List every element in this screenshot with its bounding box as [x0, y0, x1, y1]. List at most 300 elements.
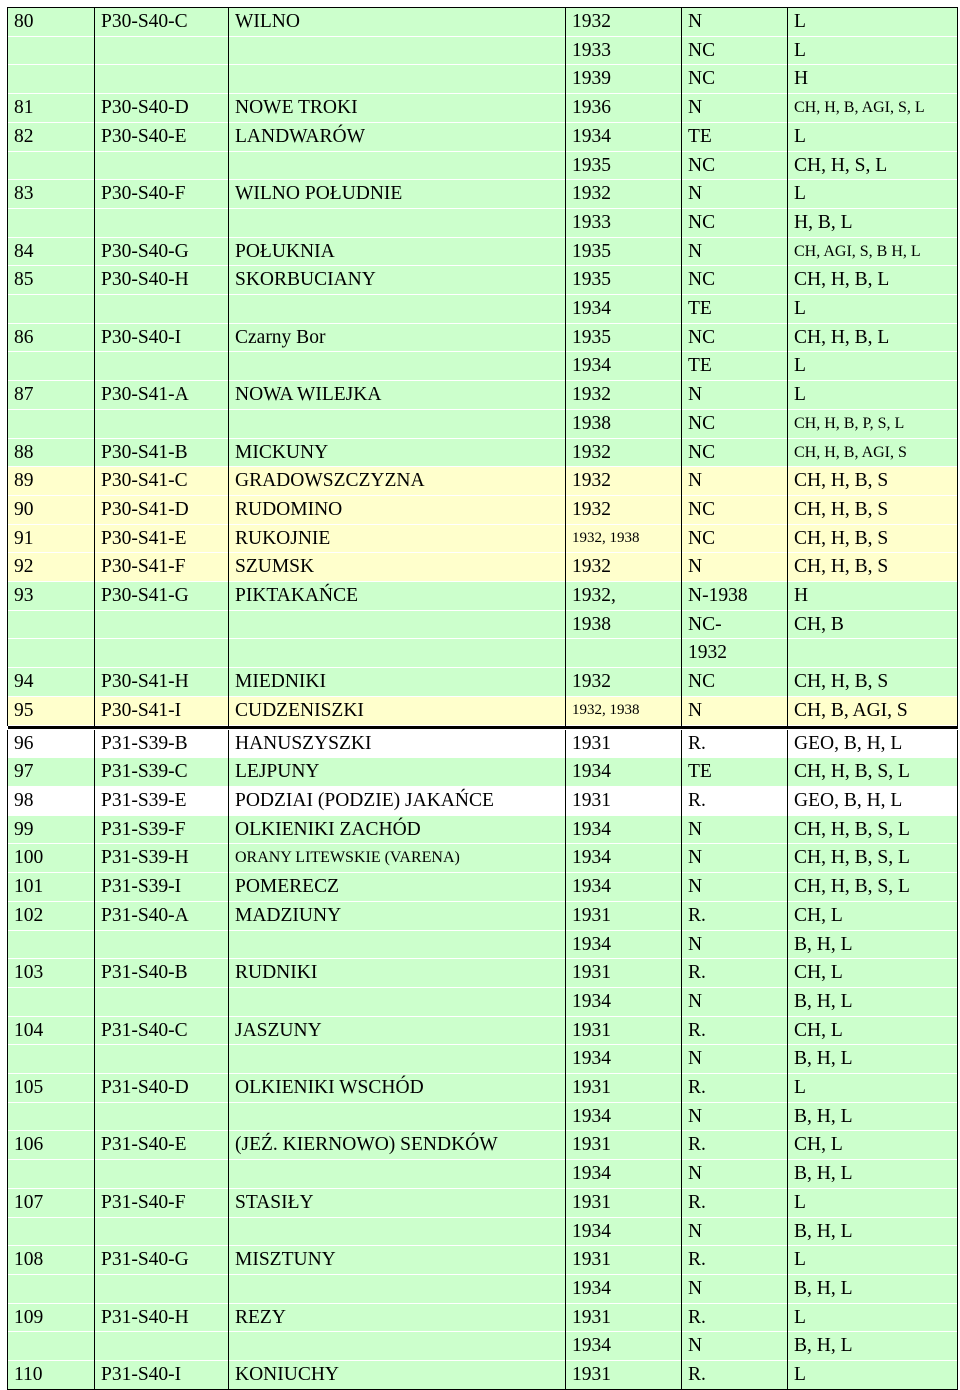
sheet-year: 1931	[566, 1303, 682, 1332]
table-row	[8, 65, 958, 94]
sheet-number: 86	[8, 323, 95, 352]
sheet-code: P30-S41-I	[95, 696, 229, 725]
sheet-name: MISZTUNY	[229, 1246, 566, 1275]
sheet-code: P30-S41-C	[95, 467, 229, 496]
table-row	[8, 610, 958, 639]
edition-type: N	[682, 815, 788, 844]
sheet-number: 102	[8, 901, 95, 930]
sources: L	[788, 180, 958, 209]
sources: CH, H, B, S	[788, 467, 958, 496]
table-row	[8, 1074, 958, 1103]
sheet-number	[8, 352, 95, 381]
table-row	[8, 1045, 958, 1074]
edition-type: N	[682, 553, 788, 582]
sheet-year: 1934	[566, 1274, 682, 1303]
edition-type: TE	[682, 352, 788, 381]
table-row	[8, 36, 958, 65]
table-row	[8, 438, 958, 467]
sheet-year: 1931	[566, 1246, 682, 1275]
table-row	[8, 352, 958, 381]
edition-type: NC	[682, 36, 788, 65]
sheet-number	[8, 610, 95, 639]
sheet-name: MICKUNY	[229, 438, 566, 467]
sheet-number	[8, 1274, 95, 1303]
edition-type: N-1938	[682, 582, 788, 611]
sheet-code	[95, 1045, 229, 1074]
table-row	[8, 1217, 958, 1246]
sheet-name: LEJPUNY	[229, 758, 566, 787]
sheet-name: KONIUCHY	[229, 1361, 566, 1390]
sources: CH, H, S, L	[788, 151, 958, 180]
edition-type: R.	[682, 1016, 788, 1045]
sheet-name: WILNO	[229, 8, 566, 37]
table-row	[8, 524, 958, 553]
sheet-year: 1932	[566, 180, 682, 209]
sheet-code	[95, 1332, 229, 1361]
sheet-code	[95, 639, 229, 668]
sheet-code	[95, 1274, 229, 1303]
table-row	[8, 208, 958, 237]
sheet-code: P30-S41-E	[95, 524, 229, 553]
sheet-code	[95, 65, 229, 94]
sheet-year: 1938	[566, 610, 682, 639]
sources: CH, H, B, S, L	[788, 844, 958, 873]
edition-type: 1932	[682, 639, 788, 668]
table-row	[8, 467, 958, 496]
sheet-year: 1932	[566, 495, 682, 524]
sheet-number: 88	[8, 438, 95, 467]
table-row	[8, 1332, 958, 1361]
sheet-number: 89	[8, 467, 95, 496]
sheet-code: P31-S40-B	[95, 959, 229, 988]
sheet-number: 107	[8, 1188, 95, 1217]
edition-type: NC	[682, 438, 788, 467]
edition-type: N	[682, 1102, 788, 1131]
sources: L	[788, 295, 958, 324]
sheet-year: 1938	[566, 409, 682, 438]
sheet-year: 1931	[566, 1074, 682, 1103]
sheet-number: 92	[8, 553, 95, 582]
sources: CH, B, AGI, S	[788, 696, 958, 725]
edition-type: R.	[682, 1361, 788, 1390]
table-row	[8, 151, 958, 180]
table-row	[8, 1016, 958, 1045]
sheet-name: PODZIAI (PODZIE) JAKAŃCE	[229, 786, 566, 815]
sheet-name: HANUSZYSZKI	[229, 729, 566, 758]
sheet-code: P30-S40-G	[95, 237, 229, 266]
sources: CH, H, B, AGI, S	[788, 438, 958, 467]
edition-type: R.	[682, 1246, 788, 1275]
sources: CH, B	[788, 610, 958, 639]
sources: CH, H, B, S, L	[788, 815, 958, 844]
sources: CH, AGI, S, B H, L	[788, 237, 958, 266]
sheet-code	[95, 1102, 229, 1131]
table-row	[8, 180, 958, 209]
sheet-year: 1932	[566, 438, 682, 467]
table-row	[8, 582, 958, 611]
sheet-year: 1931	[566, 1131, 682, 1160]
sheet-code: P31-S40-D	[95, 1074, 229, 1103]
sheet-year: 1934	[566, 758, 682, 787]
table-row	[8, 873, 958, 902]
sources: CH, H, B, L	[788, 266, 958, 295]
sheet-number: 100	[8, 844, 95, 873]
sheet-name: (JEŹ. KIERNOWO) SENDKÓW	[229, 1131, 566, 1160]
sheet-name	[229, 987, 566, 1016]
sheet-year: 1932, 1938	[566, 524, 682, 553]
sources: GEO, B, H, L	[788, 786, 958, 815]
edition-type: N	[682, 381, 788, 410]
edition-type: R.	[682, 1303, 788, 1332]
sheet-number	[8, 1160, 95, 1189]
table-row	[8, 1102, 958, 1131]
sheet-year: 1939	[566, 65, 682, 94]
sheet-year: 1932	[566, 553, 682, 582]
sheet-name	[229, 36, 566, 65]
table-row	[8, 696, 958, 725]
sheet-year: 1934	[566, 295, 682, 324]
edition-type: TE	[682, 295, 788, 324]
edition-type: N	[682, 467, 788, 496]
sheet-number: 93	[8, 582, 95, 611]
sources: B, H, L	[788, 930, 958, 959]
sheet-name: REZY	[229, 1303, 566, 1332]
sheet-code: P31-S39-H	[95, 844, 229, 873]
sheet-code: P30-S41-G	[95, 582, 229, 611]
sheet-name: RUDNIKI	[229, 959, 566, 988]
sheet-year: 1934	[566, 873, 682, 902]
sheet-code: P30-S41-A	[95, 381, 229, 410]
table-row	[8, 786, 958, 815]
sheet-code: P30-S40-D	[95, 94, 229, 123]
table-row	[8, 122, 958, 151]
sources: L	[788, 381, 958, 410]
sheet-code	[95, 295, 229, 324]
table-row	[8, 959, 958, 988]
table-row	[8, 1160, 958, 1189]
sheet-year: 1932, 1938	[566, 696, 682, 725]
sheet-number: 82	[8, 122, 95, 151]
edition-type: NC	[682, 495, 788, 524]
sheet-code: P31-S40-H	[95, 1303, 229, 1332]
sources: L	[788, 1361, 958, 1390]
edition-type: N	[682, 844, 788, 873]
sheet-year: 1935	[566, 266, 682, 295]
table-row	[8, 495, 958, 524]
sheet-code: P30-S40-I	[95, 323, 229, 352]
sheet-number: 83	[8, 180, 95, 209]
sources: GEO, B, H, L	[788, 729, 958, 758]
sheet-year: 1935	[566, 323, 682, 352]
sheet-year: 1934	[566, 1217, 682, 1246]
sheet-name: JASZUNY	[229, 1016, 566, 1045]
sheet-name: CUDZENISZKI	[229, 696, 566, 725]
sources: H, B, L	[788, 208, 958, 237]
sheet-year: 1933	[566, 208, 682, 237]
sources: CH, H, B, S, L	[788, 873, 958, 902]
sheet-year: 1934	[566, 1102, 682, 1131]
edition-type: N	[682, 1160, 788, 1189]
sheet-number: 94	[8, 668, 95, 697]
table-row	[8, 553, 958, 582]
sheet-name: MADZIUNY	[229, 901, 566, 930]
edition-type: NC	[682, 208, 788, 237]
edition-type: R.	[682, 959, 788, 988]
edition-type: R.	[682, 1131, 788, 1160]
sheet-number	[8, 1045, 95, 1074]
sheet-year: 1936	[566, 94, 682, 123]
edition-type: N	[682, 1045, 788, 1074]
sources: CH, H, B, P, S, L	[788, 409, 958, 438]
sheet-number: 96	[8, 729, 95, 758]
table-row	[8, 295, 958, 324]
sheet-number	[8, 930, 95, 959]
table-row	[8, 1246, 958, 1275]
sheet-year: 1932	[566, 8, 682, 37]
sheet-year: 1935	[566, 151, 682, 180]
sources	[788, 639, 958, 668]
sheet-year: 1934	[566, 815, 682, 844]
sheet-number	[8, 409, 95, 438]
edition-type: N	[682, 930, 788, 959]
sheet-name	[229, 1160, 566, 1189]
sources: H	[788, 65, 958, 94]
table-row	[8, 1188, 958, 1217]
table-row	[8, 844, 958, 873]
sources: CH, H, B, AGI, S, L	[788, 94, 958, 123]
sources: L	[788, 1188, 958, 1217]
sheet-year: 1934	[566, 930, 682, 959]
table-row	[8, 1131, 958, 1160]
edition-type: N	[682, 1217, 788, 1246]
sheet-year: 1934	[566, 1332, 682, 1361]
edition-type: NC	[682, 524, 788, 553]
sheet-code: P30-S40-C	[95, 8, 229, 37]
sheet-year: 1931	[566, 786, 682, 815]
sheet-code	[95, 352, 229, 381]
sheet-name: WILNO POŁUDNIE	[229, 180, 566, 209]
edition-type: R.	[682, 1074, 788, 1103]
sources: B, H, L	[788, 987, 958, 1016]
sheet-name	[229, 639, 566, 668]
sources: B, H, L	[788, 1160, 958, 1189]
table-row	[8, 1361, 958, 1390]
sources: L	[788, 8, 958, 37]
sheet-name: NOWA WILEJKA	[229, 381, 566, 410]
table-row	[8, 815, 958, 844]
sheet-number: 95	[8, 696, 95, 725]
sources: CH, H, B, S	[788, 553, 958, 582]
sheet-year: 1934	[566, 122, 682, 151]
table-row	[8, 323, 958, 352]
sources: CH, H, B, S	[788, 524, 958, 553]
edition-type: NC-	[682, 610, 788, 639]
sheet-code: P30-S41-F	[95, 553, 229, 582]
sheet-code: P30-S40-F	[95, 180, 229, 209]
sheet-code: P31-S39-B	[95, 729, 229, 758]
sources: CH, H, B, S	[788, 495, 958, 524]
sources: CH, L	[788, 1131, 958, 1160]
sheet-year: 1931	[566, 1016, 682, 1045]
sources: CH, L	[788, 959, 958, 988]
sheet-number: 97	[8, 758, 95, 787]
table-body	[8, 8, 958, 1390]
sheet-year: 1931	[566, 729, 682, 758]
table-row	[8, 901, 958, 930]
sheet-name	[229, 1274, 566, 1303]
edition-type: R.	[682, 786, 788, 815]
edition-type: N	[682, 94, 788, 123]
sources: CH, H, B, S	[788, 668, 958, 697]
table-row	[8, 758, 958, 787]
sheet-year: 1932	[566, 381, 682, 410]
sheet-name: RUKOJNIE	[229, 524, 566, 553]
sheet-name: PIKTAKAŃCE	[229, 582, 566, 611]
edition-type: N	[682, 1332, 788, 1361]
sheet-code	[95, 987, 229, 1016]
edition-type: NC	[682, 151, 788, 180]
sources: CH, L	[788, 1016, 958, 1045]
sheet-number	[8, 65, 95, 94]
sheet-code: P31-S39-E	[95, 786, 229, 815]
table-row	[8, 266, 958, 295]
sheet-number: 81	[8, 94, 95, 123]
sheet-code	[95, 36, 229, 65]
edition-type: R.	[682, 729, 788, 758]
sheet-number: 110	[8, 1361, 95, 1390]
sources: L	[788, 36, 958, 65]
edition-type: NC	[682, 266, 788, 295]
sheet-name: ORANY LITEWSKIE (VARENA)	[229, 844, 566, 873]
edition-type: TE	[682, 122, 788, 151]
sheet-code: P31-S40-F	[95, 1188, 229, 1217]
edition-type: R.	[682, 901, 788, 930]
sheet-number	[8, 1102, 95, 1131]
sheet-year: 1935	[566, 237, 682, 266]
sheet-name	[229, 208, 566, 237]
sheet-number: 106	[8, 1131, 95, 1160]
sheet-name: SKORBUCIANY	[229, 266, 566, 295]
sheet-name: POŁUKNIA	[229, 237, 566, 266]
sheet-code: P30-S41-D	[95, 495, 229, 524]
sheet-name	[229, 1045, 566, 1074]
sheet-name	[229, 151, 566, 180]
sources: B, H, L	[788, 1102, 958, 1131]
edition-type: R.	[682, 1188, 788, 1217]
edition-type: NC	[682, 323, 788, 352]
sheet-name: OLKIENIKI ZACHÓD	[229, 815, 566, 844]
edition-type: NC	[682, 65, 788, 94]
sheet-year: 1932	[566, 668, 682, 697]
table-row	[8, 987, 958, 1016]
sheet-year: 1934	[566, 1160, 682, 1189]
edition-type: N	[682, 1274, 788, 1303]
sources: L	[788, 1074, 958, 1103]
sheet-code: P31-S40-A	[95, 901, 229, 930]
map-sheet-table	[7, 7, 958, 1390]
sheet-number: 103	[8, 959, 95, 988]
sheet-code	[95, 610, 229, 639]
edition-type: N	[682, 873, 788, 902]
sheet-year: 1934	[566, 987, 682, 1016]
sheet-number: 85	[8, 266, 95, 295]
sheet-code: P31-S39-C	[95, 758, 229, 787]
sheet-code: P31-S39-I	[95, 873, 229, 902]
sheet-code: P31-S40-C	[95, 1016, 229, 1045]
sheet-number: 84	[8, 237, 95, 266]
sheet-code	[95, 208, 229, 237]
sources: L	[788, 122, 958, 151]
sheet-name	[229, 1217, 566, 1246]
sheet-code: P31-S39-F	[95, 815, 229, 844]
sheet-number	[8, 1332, 95, 1361]
sheet-number: 98	[8, 786, 95, 815]
sheet-number: 80	[8, 8, 95, 37]
sheet-year	[566, 639, 682, 668]
table-row	[8, 381, 958, 410]
sheet-code: P30-S41-B	[95, 438, 229, 467]
sheet-name	[229, 1332, 566, 1361]
table-row	[8, 409, 958, 438]
sheet-number	[8, 151, 95, 180]
sheet-code: P31-S40-G	[95, 1246, 229, 1275]
sources: B, H, L	[788, 1332, 958, 1361]
sheet-name: Czarny Bor	[229, 323, 566, 352]
sheet-code: P30-S40-E	[95, 122, 229, 151]
table-row	[8, 930, 958, 959]
sheet-number	[8, 1217, 95, 1246]
sheet-number: 108	[8, 1246, 95, 1275]
sheet-name: STASIŁY	[229, 1188, 566, 1217]
sheet-code	[95, 1160, 229, 1189]
table-row	[8, 237, 958, 266]
sheet-year: 1931	[566, 901, 682, 930]
table-row	[8, 94, 958, 123]
sheet-number: 101	[8, 873, 95, 902]
sheet-code	[95, 151, 229, 180]
sources: L	[788, 1303, 958, 1332]
sheet-name: MIEDNIKI	[229, 668, 566, 697]
table-row	[8, 1303, 958, 1332]
table-row	[8, 729, 958, 758]
sheet-name	[229, 295, 566, 324]
sheet-number: 109	[8, 1303, 95, 1332]
sources: L	[788, 1246, 958, 1275]
sheet-name	[229, 930, 566, 959]
sheet-year: 1932,	[566, 582, 682, 611]
sheet-name: NOWE TROKI	[229, 94, 566, 123]
sheet-name	[229, 1102, 566, 1131]
sheet-number	[8, 639, 95, 668]
sheet-name: OLKIENIKI WSCHÓD	[229, 1074, 566, 1103]
sheet-name: RUDOMINO	[229, 495, 566, 524]
sheet-name	[229, 610, 566, 639]
edition-type: N	[682, 8, 788, 37]
sheet-code: P31-S40-I	[95, 1361, 229, 1390]
sources: CH, L	[788, 901, 958, 930]
sheet-year: 1931	[566, 959, 682, 988]
sources: L	[788, 352, 958, 381]
sheet-number: 90	[8, 495, 95, 524]
sheet-name: LANDWARÓW	[229, 122, 566, 151]
sheet-code	[95, 409, 229, 438]
sheet-year: 1934	[566, 352, 682, 381]
sheet-year: 1933	[566, 36, 682, 65]
sources: CH, H, B, S, L	[788, 758, 958, 787]
sheet-year: 1934	[566, 1045, 682, 1074]
sheet-name	[229, 409, 566, 438]
sheet-number: 105	[8, 1074, 95, 1103]
